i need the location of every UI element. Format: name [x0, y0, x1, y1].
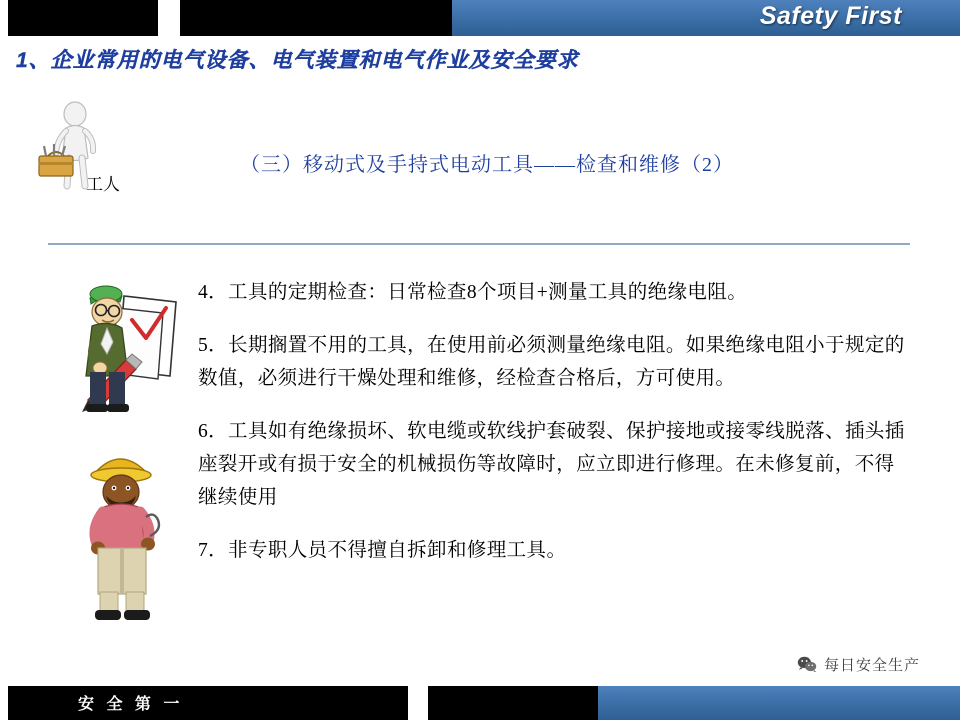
banner-segment-white-left — [0, 0, 8, 36]
bottom-banner — [0, 686, 960, 720]
bottom-segment-white-gap — [408, 686, 428, 720]
bottom-segment-black-1 — [8, 686, 408, 720]
top-banner — [0, 0, 960, 36]
worker-label: 工人 — [86, 175, 120, 194]
paragraph-6: 6．工具如有绝缘损坏、软电缆或软线护套破裂、保护接地或接零线脱落、插头插座裂开或有损于安全的机械损伤等故障时，应立即进行修理。在未修复前，不得继续使用 — [198, 421, 905, 508]
worker-with-helmet-icon — [70, 440, 190, 630]
bottom-segment-black-2 — [428, 686, 598, 720]
divider — [48, 243, 910, 245]
subtitle: （三）移动式及手持式电动工具——检查和维修（2） — [240, 154, 734, 176]
bottom-banner-label: 安 全 第 一 — [78, 696, 184, 713]
paragraph-7: 7．非专职人员不得擅自拆卸和修理工具。 — [198, 540, 567, 561]
page-title: 1、企业常用的电气设备、电气装置和电气作业及安全要求 — [16, 49, 579, 72]
paragraph-5: 5．长期搁置不用的工具，在使用前必须测量绝缘电阻。如果绝缘电阻小于规定的数值，必须进行干燥处理和维修，经检查合格后，方可使用。 — [198, 335, 905, 389]
inspector-with-checklist-icon — [62, 268, 192, 418]
banner-segment-white-gap — [158, 0, 180, 36]
content-body — [198, 276, 912, 587]
wechat-account-name: 每日安全生产 — [823, 658, 920, 674]
banner-segment-black-1 — [8, 0, 158, 36]
wechat-icon — [797, 656, 817, 673]
paragraph-4: 4．工具的定期检查：日常检查8个项目+测量工具的绝缘电阻。 — [198, 282, 748, 303]
banner-title: Safety First — [759, 2, 902, 30]
banner-segment-blue — [452, 0, 960, 36]
wechat-account-tag — [797, 654, 920, 675]
bottom-segment-white-left — [0, 686, 8, 720]
worker-with-toolbox-icon — [28, 100, 138, 200]
banner-segment-black-2 — [180, 0, 452, 36]
bottom-segment-blue — [598, 686, 960, 720]
